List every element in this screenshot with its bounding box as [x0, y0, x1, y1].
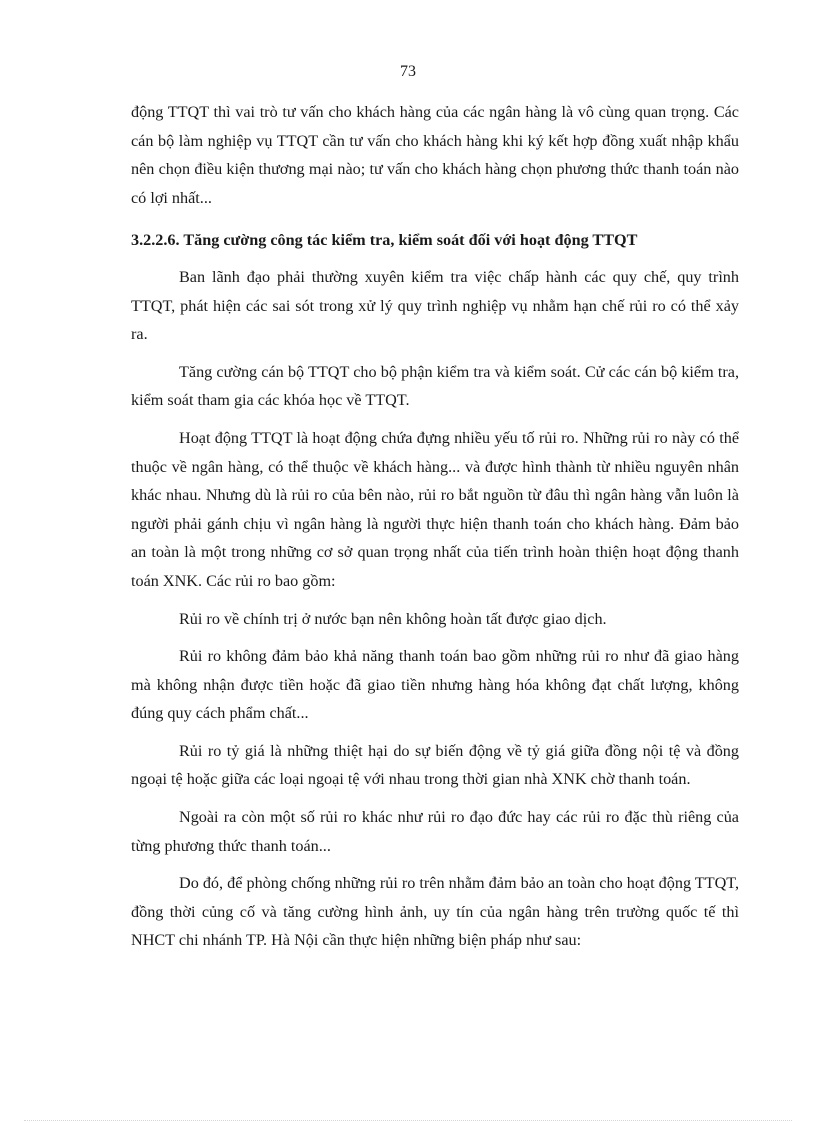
- section-heading: 3.2.2.6. Tăng cường công tác kiểm tra, kiểm soát đối với hoạt động TTQT: [131, 231, 638, 250]
- page-number: 73: [400, 63, 416, 80]
- paragraph: Do đó, để phòng chống những rủi ro trên nhằm đảm bảo an toàn cho hoạt động TTQT, đồng thời củng cố và tăng cường hình ảnh, uy tín của ngân hàng trên trường quốc tế thì NHCT chi nhánh TP. Hà Nội cần thực hiện những biện pháp như sau:: [131, 874, 739, 950]
- paragraph: Rủi ro về chính trị ở nước bạn nên không hoàn tất được giao dịch.: [179, 609, 607, 628]
- intro-paragraph: động TTQT thì vai trò tư vấn cho khách hàng của các ngân hàng là vô cùng quan trọng. Các cán bộ làm nghiệp vụ TTQT cần tư vấn cho khách hàng khi ký kết hợp đồng xuất nhập khẩu nên chọn điều kiện thương mại nào; tư vấn cho khách hàng chọn phương thức thanh toán nào có lợi nhất...: [131, 103, 739, 207]
- paragraph: Tăng cường cán bộ TTQT cho bộ phận kiểm tra và kiểm soát. Cử các cán bộ kiểm tra, kiểm soát tham gia các khóa học về TTQT.: [131, 362, 739, 410]
- paragraph: Rủi ro tỷ giá là những thiệt hại do sự biến động về tỷ giá giữa đồng nội tệ và đồng ngoại tệ hoặc giữa các loại ngoại tệ với nhau trong thời gian nhà XNK chờ thanh toán.: [131, 741, 739, 789]
- page-bottom-divider: [24, 1120, 792, 1121]
- paragraph: Rủi ro không đảm bảo khả năng thanh toán bao gồm những rủi ro như đã giao hàng mà không nhận được tiền hoặc đã giao tiền nhưng hàng hóa không đạt chất lượng, không đúng quy cách phẩm chất...: [131, 647, 739, 723]
- paragraph: Ngoài ra còn một số rủi ro khác như rủi ro đạo đức hay các rủi ro đặc thù riêng của từng phương thức thanh toán...: [131, 808, 739, 855]
- paragraph: Hoạt động TTQT là hoạt động chứa đựng nhiều yếu tố rủi ro. Những rủi ro này có thể thuộc về ngân hàng, có thể thuộc về khách hàng... và được hình thành từ nhiều nguyên nhân khác nhau. Nhưng dù là rủi ro của bên nào, rủi ro bắt nguồn từ đâu thì ngân hàng vẫn luôn là người phải gánh chịu vì ngân hàng là người thực hiện thanh toán cho khách hàng. Đảm bảo an toàn là một trong những cơ sở quan trọng nhất của tiến trình hoàn thiện hoạt động thanh toán XNK. Các rủi ro bao gồm:: [131, 428, 739, 590]
- document-body: [131, 98, 739, 955]
- paragraph: Ban lãnh đạo phải thường xuyên kiểm tra việc chấp hành các quy chế, quy trình TTQT, phát hiện các sai sót trong xử lý quy trình nghiệp vụ nhằm hạn chế rủi ro có thể xảy ra.: [131, 267, 739, 344]
